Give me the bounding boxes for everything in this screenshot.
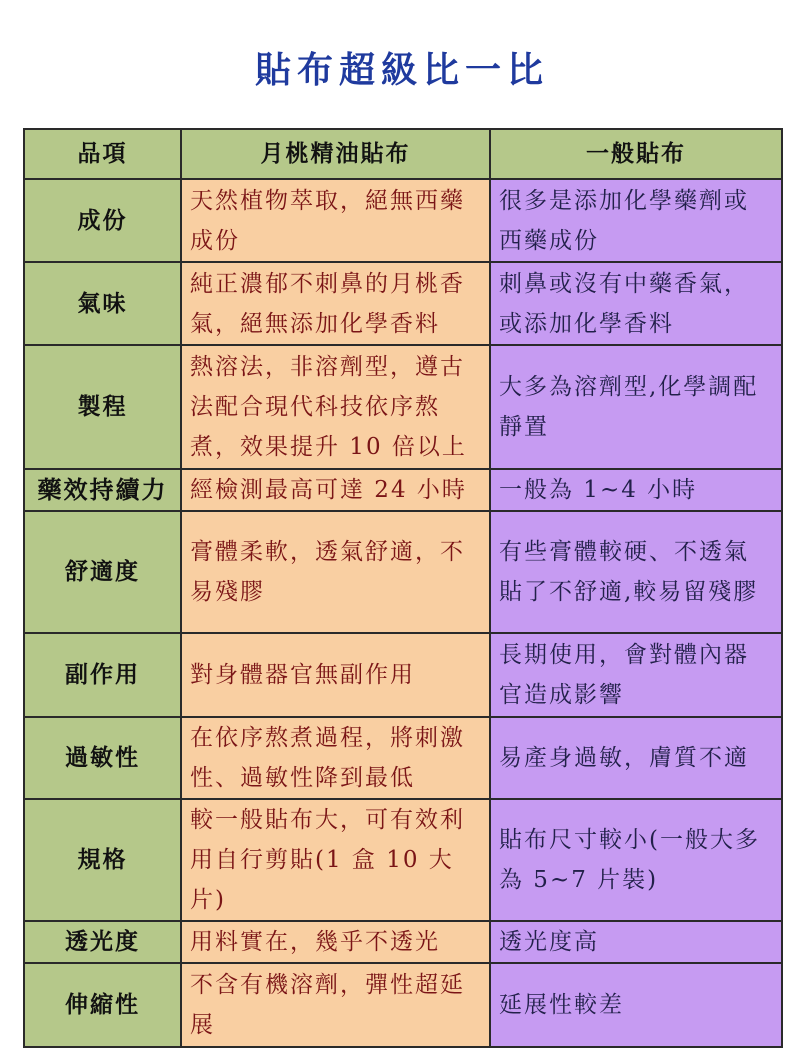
table-row xyxy=(24,469,782,511)
row-label: 伸縮性 xyxy=(24,963,181,1047)
yuetao-cell: 經檢測最高可達 24 小時 xyxy=(181,469,490,511)
general-cell: 很多是添加化學藥劑或西藥成份 xyxy=(490,179,782,262)
general-cell: 刺鼻或沒有中藥香氣，或添加化學香料 xyxy=(490,262,782,345)
table-row xyxy=(24,179,782,262)
row-label: 氣味 xyxy=(24,262,181,345)
row-label: 成份 xyxy=(24,179,181,262)
yuetao-cell: 對身體器官無副作用 xyxy=(181,633,490,717)
table-row xyxy=(24,963,782,1047)
row-label: 藥效持續力 xyxy=(24,469,181,511)
yuetao-cell: 不含有機溶劑，彈性超延展 xyxy=(181,963,490,1047)
comparison-table xyxy=(23,128,783,1048)
yuetao-cell: 膏體柔軟，透氣舒適，不易殘膠 xyxy=(181,511,490,633)
table-row xyxy=(24,633,782,717)
table-row xyxy=(24,717,782,799)
yuetao-cell: 熱溶法，非溶劑型，遵古法配合現代科技依序熬煮，效果提升 10 倍以上 xyxy=(181,345,490,469)
page-title: 貼布超級比一比 xyxy=(254,50,549,91)
general-cell: 大多為溶劑型,化學調配靜置 xyxy=(490,345,782,469)
row-label: 製程 xyxy=(24,345,181,469)
table-row xyxy=(24,511,782,633)
table-row xyxy=(24,345,782,469)
table-row xyxy=(24,799,782,921)
row-label: 規格 xyxy=(24,799,181,921)
general-cell: 一般為 1~4 小時 xyxy=(490,469,782,511)
yuetao-cell: 較一般貼布大，可有效利用自行剪貼(1 盒 10 大片) xyxy=(181,799,490,921)
yuetao-cell: 天然植物萃取，絕無西藥成份 xyxy=(181,179,490,262)
table-row xyxy=(24,921,782,963)
yuetao-cell: 用料實在，幾乎不透光 xyxy=(181,921,490,963)
table-row xyxy=(24,262,782,345)
row-label: 舒適度 xyxy=(24,511,181,633)
general-cell: 易產身過敏，膚質不適 xyxy=(490,717,782,799)
row-label: 過敏性 xyxy=(24,717,181,799)
header-general-patch: 一般貼布 xyxy=(490,129,782,179)
general-cell: 貼布尺寸較小(一般大多為 5~7 片裝) xyxy=(490,799,782,921)
general-cell: 長期使用，會對體內器官造成影響 xyxy=(490,633,782,717)
header-yuetao-patch: 月桃精油貼布 xyxy=(181,129,490,179)
row-label: 透光度 xyxy=(24,921,181,963)
yuetao-cell: 純正濃郁不刺鼻的月桃香氣，絕無添加化學香料 xyxy=(181,262,490,345)
general-cell: 透光度高 xyxy=(490,921,782,963)
yuetao-cell: 在依序熬煮過程，將刺激性、過敏性降到最低 xyxy=(181,717,490,799)
general-cell: 延展性較差 xyxy=(490,963,782,1047)
table-header-row xyxy=(24,129,782,179)
header-item: 品項 xyxy=(24,129,181,179)
general-cell: 有些膏體較硬、不透氣貼了不舒適,較易留殘膠 xyxy=(490,511,782,633)
row-label: 副作用 xyxy=(24,633,181,717)
